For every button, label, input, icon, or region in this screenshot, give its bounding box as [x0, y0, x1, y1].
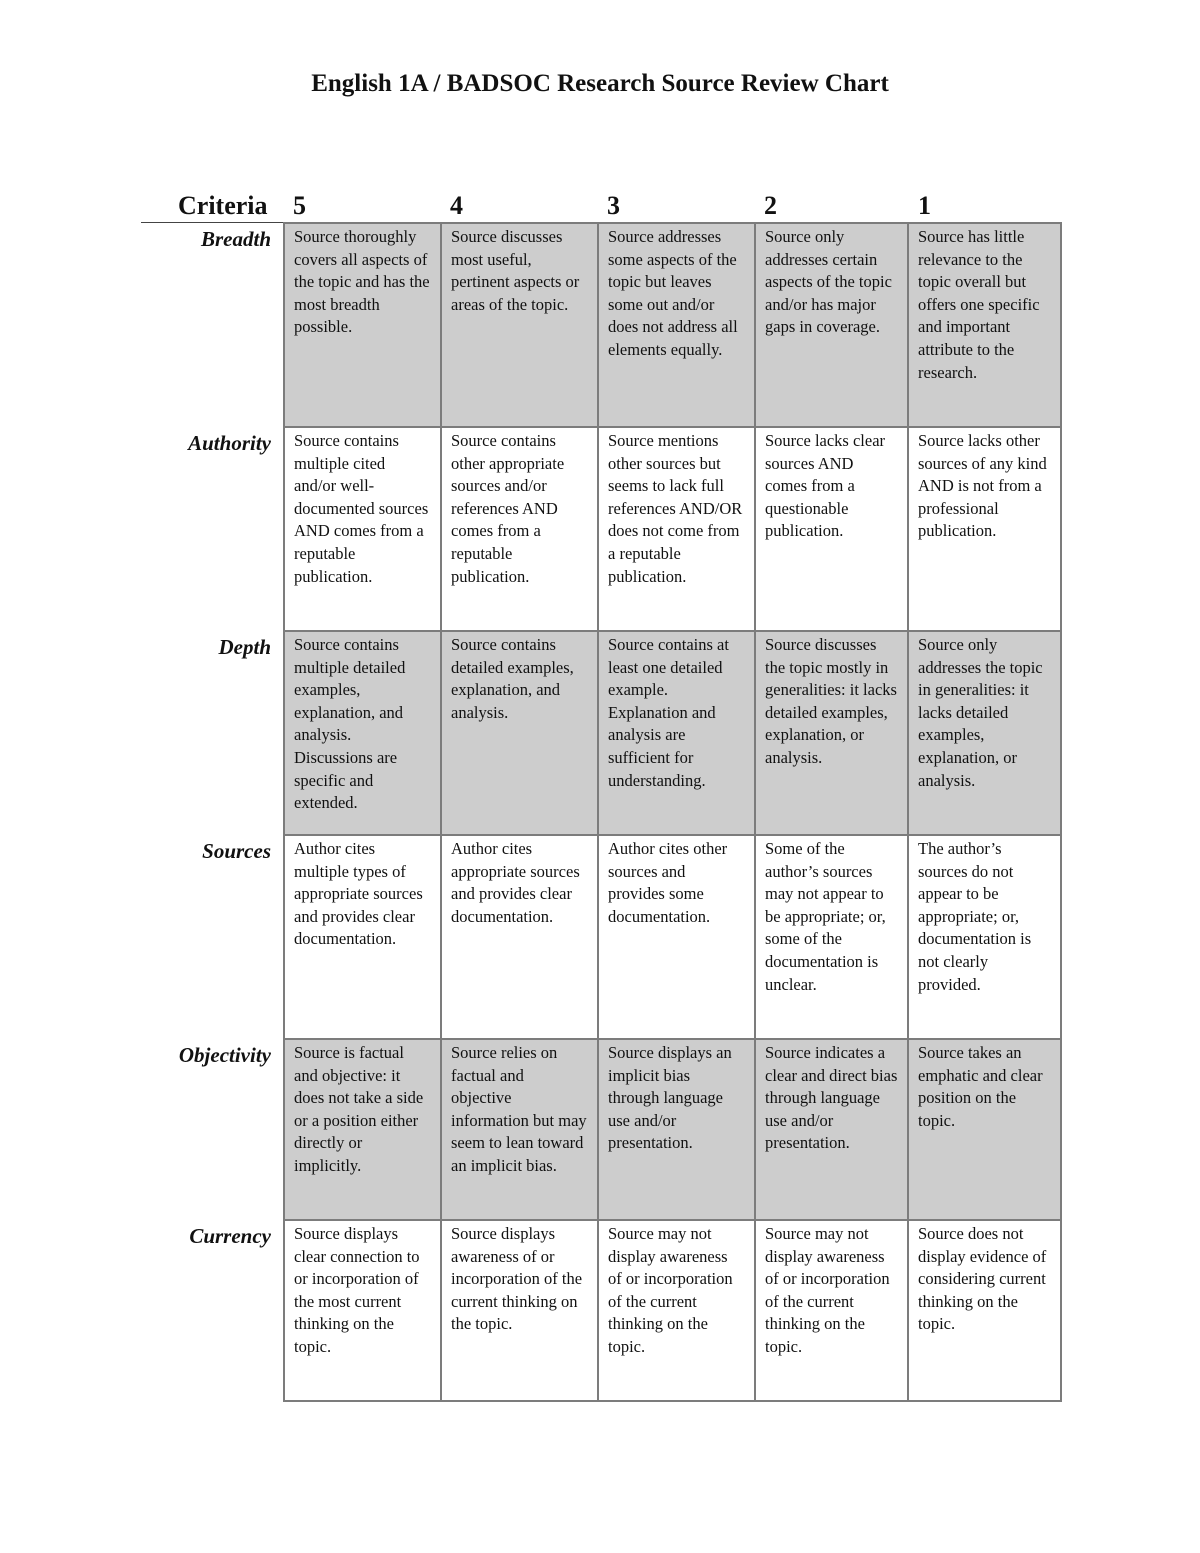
rubric-cell: Source contains detailed examples, explanation, and analysis. [441, 631, 598, 835]
rubric-cell: Source indicates a clear and direct bias through language use and/or presentation. [755, 1039, 908, 1220]
row-label-authority: Authority [188, 431, 271, 455]
rubric-cell: Source lacks other sources of any kind AND is not from a professional publication. [908, 427, 1061, 631]
rubric-cell: Source contains multiple detailed examples, explanation, and analysis. Discussions are specific and extended. [284, 631, 441, 835]
rubric-cell: Source lacks clear sources AND comes from a questionable publication. [755, 427, 908, 631]
rubric-row-breadth [284, 223, 1061, 427]
rubric-row-sources [284, 835, 1061, 1039]
rubric-cell: Source mentions other sources but seems to lack full references AND/OR does not come from a reputable publication. [598, 427, 755, 631]
rubric-cell: Source may not display awareness of or incorporation of the current thinking on the topic. [598, 1220, 755, 1401]
row-label-objectivity: Objectivity [178, 1043, 271, 1067]
rubric-cell: Source contains multiple cited and/or well-documented sources AND comes from a reputable publication. [284, 427, 441, 631]
page-title: English 1A / BADSOC Research Source Review Chart [311, 70, 889, 97]
rubric-cell: Source may not display awareness of or incorporation of the current thinking on the topic. [755, 1220, 908, 1401]
criteria-header: Criteria [178, 191, 268, 220]
rubric-row-depth [284, 631, 1061, 835]
rubric-cell: Source is factual and objective: it does not take a side or a position either directly or implicitly. [284, 1039, 441, 1220]
rubric-cell: Author cites appropriate sources and provides clear documentation. [441, 835, 598, 1039]
header-rule [141, 222, 284, 223]
rubric-cell: Some of the author’s sources may not appear to be appropriate; or, some of the documentation is unclear. [755, 835, 908, 1039]
rubric-cell: Author cites multiple types of appropriate sources and provides clear documentation. [284, 835, 441, 1039]
row-label-depth: Depth [218, 635, 271, 659]
rubric-cell: Source discusses the topic mostly in generalities: it lacks detailed examples, explanation, or analysis. [755, 631, 908, 835]
rubric-cell: Source only addresses certain aspects of the topic and/or has major gaps in coverage. [755, 223, 908, 427]
score-header-2: 2 [764, 191, 777, 220]
row-label-breadth: Breadth [200, 227, 271, 251]
rubric-cell: Source relies on factual and objective information but may seem to lean toward an implicit bias. [441, 1039, 598, 1220]
score-header-5: 5 [293, 191, 306, 220]
score-header-1: 1 [918, 191, 931, 220]
rubric-row-currency [284, 1220, 1061, 1401]
rubric-cell: Source addresses some aspects of the topic but leaves some out and/or does not address all elements equally. [598, 223, 755, 427]
rubric-cell: Author cites other sources and provides some documentation. [598, 835, 755, 1039]
rubric-cell: Source displays clear connection to or incorporation of the most current thinking on the topic. [284, 1220, 441, 1401]
rubric-cell: Source displays awareness of or incorporation of the current thinking on the topic. [441, 1220, 598, 1401]
rubric-cell: Source takes an emphatic and clear position on the topic. [908, 1039, 1061, 1220]
rubric-row-authority [284, 427, 1061, 631]
rubric-cell: Source discusses most useful, pertinent aspects or areas of the topic. [441, 223, 598, 427]
row-label-sources: Sources [202, 839, 271, 863]
rubric-cell: Source thoroughly covers all aspects of the topic and has the most breadth possible. [284, 223, 441, 427]
rubric-table [283, 222, 1062, 1402]
rubric-cell: Source contains at least one detailed example. Explanation and analysis are sufficient for understanding. [598, 631, 755, 835]
rubric-cell: Source displays an implicit bias through language use and/or presentation. [598, 1039, 755, 1220]
row-label-currency: Currency [189, 1224, 271, 1248]
rubric-cell: Source only addresses the topic in generalities: it lacks detailed examples, explanation, or analysis. [908, 631, 1061, 835]
rubric-cell: Source contains other appropriate sources and/or references AND comes from a reputable publication. [441, 427, 598, 631]
rubric-cell: Source does not display evidence of considering current thinking on the topic. [908, 1220, 1061, 1401]
score-header-3: 3 [607, 191, 620, 220]
rubric-cell: Source has little relevance to the topic overall but offers one specific and important attribute to the research. [908, 223, 1061, 427]
rubric-row-objectivity [284, 1039, 1061, 1220]
score-header-4: 4 [450, 191, 463, 220]
rubric-cell: The author’s sources do not appear to be appropriate; or, documentation is not clearly provided. [908, 835, 1061, 1039]
